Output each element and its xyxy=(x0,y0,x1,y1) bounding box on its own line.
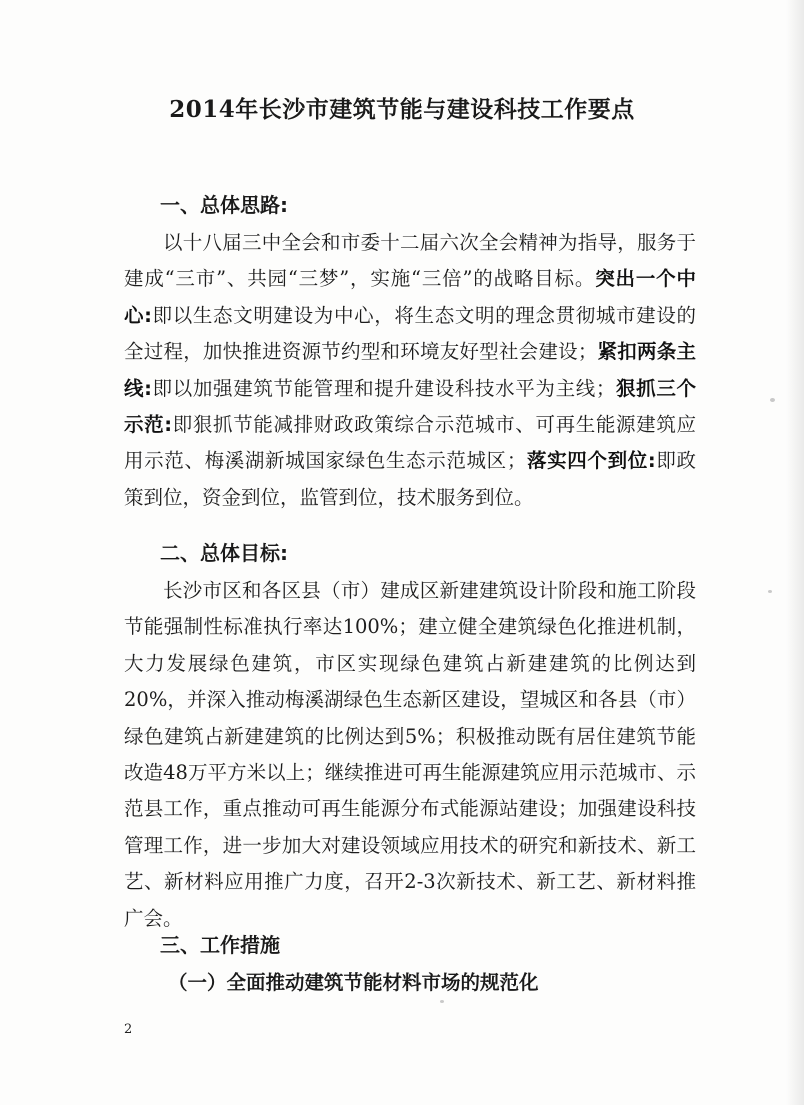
section-overall-approach-text xyxy=(124,225,696,516)
section-heading-overall-approach: 一、总体思路: xyxy=(160,193,288,217)
page-number: 2 xyxy=(124,1022,133,1037)
approach-center-text: 即以生态文明建设为中心，将生态文明的理念贯彻城市建设的全过程，加快推进资源节约型和环境友好型社会建设； xyxy=(124,303,696,364)
scan-speck xyxy=(770,398,775,402)
bold-phrase-four-in-place: 落实四个到位: xyxy=(526,449,656,473)
bold-phrase-one-center: 突出一个中心: xyxy=(124,267,696,327)
approach-demos-text: 即狠抓节能减排财政政策综合示范城市、可再生能源建筑应用示范、梅溪湖新城国家绿色生态示范城区； xyxy=(124,413,696,473)
approach-intro-text: 以十八届三中全会和市委十二届六次全会精神为指导，服务于建成“三市”、共园“三梦”，实施“三倍”的战略目标。 xyxy=(124,231,696,291)
scan-speck xyxy=(768,590,772,593)
section-heading-overall-goals: 二、总体目标: xyxy=(160,541,288,565)
approach-lines-text: 即以加强建筑节能管理和提升建设科技水平为主线； xyxy=(151,376,616,400)
page-edge-shadow xyxy=(786,0,804,1105)
document-title: 2014年长沙市建筑节能与建设科技工作要点 xyxy=(169,96,635,123)
section-overall-goals-text: 长沙市区和各区县（市）建成区新建建筑设计阶段和施工阶段节能强制性标准执行率达100%；建立健全建筑绿色化推进机制，大力发展绿色建筑，市区实现绿色建筑占新建建筑的比例达到20%，并深入推动梅溪湖绿色生态新区建设，望城区和各县（市）绿色建筑占新建建筑的比例达到5%；积极推动既有居住建筑节能改造48万平方米以上；继续推进可再生能源建筑应用示范城市、示范县工作，重点推动可再生能源分布式能源站建设；加强建设科技管理工作，进一步加大对建设领域应用技术的研究和新技术、新工艺、新材料应用推广力度，召开2-3次新技术、新工艺、新材料推广会。 xyxy=(124,579,696,930)
bold-phrase-three-demos: 狠抓三个示范: xyxy=(124,376,696,437)
subsection-heading-material-market: （一）全面推动建筑节能材料市场的规范化 xyxy=(168,971,539,994)
section-heading-work-measures: 三、工作措施 xyxy=(160,933,280,957)
scan-speck xyxy=(440,1000,444,1003)
approach-in-place-text: 即政策到位，资金到位，监管到位，技术服务到位。 xyxy=(124,449,696,509)
bold-phrase-two-lines: 紧扣两条主线: xyxy=(124,340,696,400)
